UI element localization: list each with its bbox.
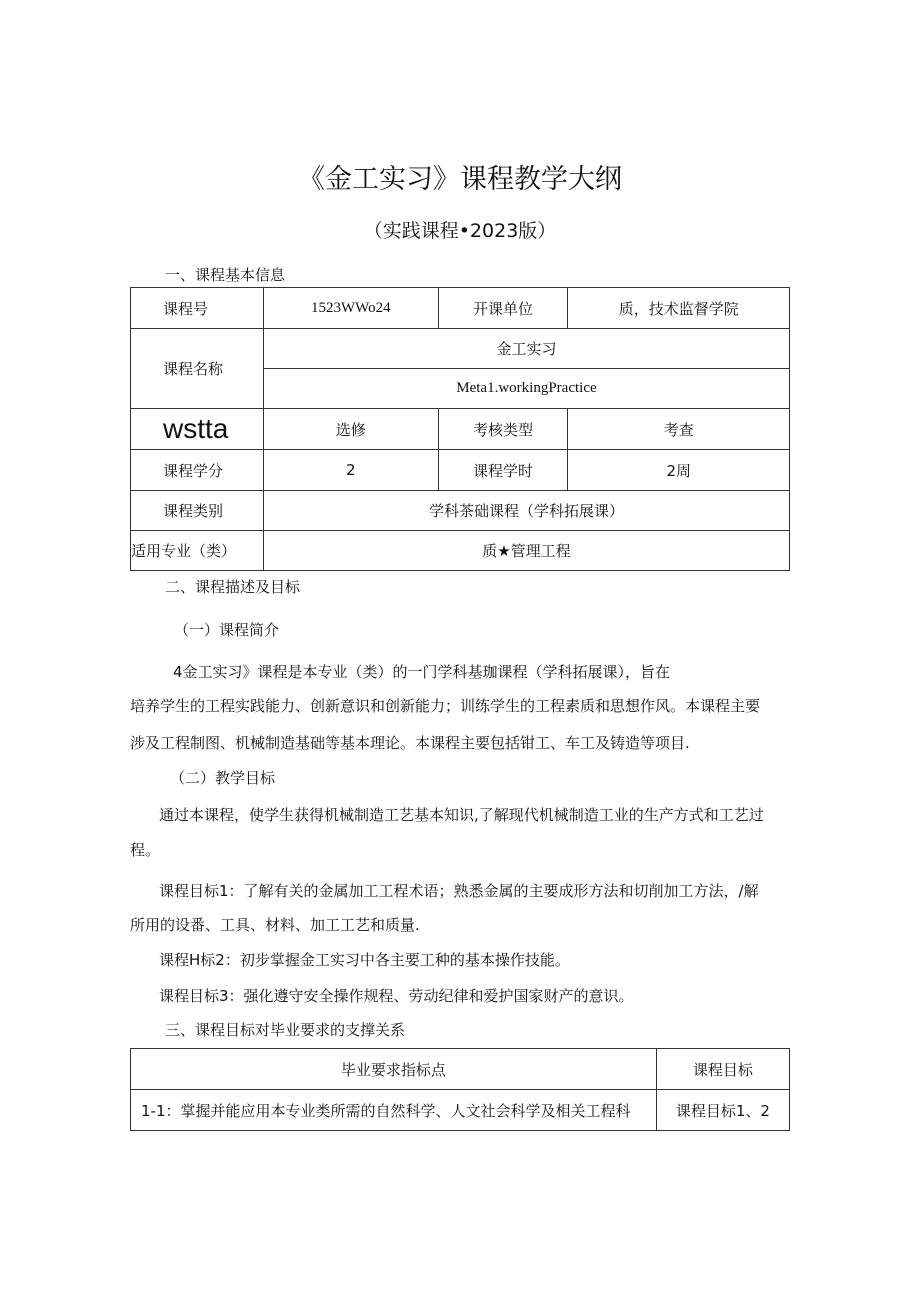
paragraph-line: 培养学生的工程实践能力、创新意识和创新能力；训练学生的工程素质和思想作风。本课程主要	[130, 697, 761, 715]
cell: 考查	[568, 409, 790, 450]
document-subtitle: （实践课程•2023版）	[363, 220, 557, 242]
document-title: 《金工实习》课程教学大纲	[298, 164, 622, 195]
cell: 质，技术监督学院	[568, 288, 790, 329]
paragraph-line: 通过本课程，使学生获得机械制造工艺基本知识,了解现代机械制造工业的生产方式和工艺过	[159, 806, 764, 824]
course-info-table	[130, 287, 790, 571]
cell: 金工实习	[263, 329, 789, 369]
cell: 选修	[263, 409, 438, 450]
paragraph-line: 课程目标3：强化遵守安全操作规程、劳动纪律和爱护国家财产的意识。	[159, 987, 634, 1005]
paragraph-line: 所用的设番、工具、材料、加工工艺和质量.	[130, 916, 420, 934]
header-cell: 课程目标	[656, 1049, 789, 1090]
cell: 课程类别	[131, 491, 264, 531]
cell: 学科茶础课程（学科拓展课）	[263, 491, 789, 531]
cell: 1523WWo24	[263, 288, 438, 329]
cell: 课程号	[131, 288, 264, 329]
cell: 考核类型	[438, 409, 568, 450]
cell: 质★管理工程	[263, 531, 789, 571]
cell: 开课单位	[438, 288, 568, 329]
section-heading: 一、课程基本信息	[165, 266, 286, 284]
cell: 课程学时	[438, 450, 568, 491]
paragraph-line: 涉及工程制图、机械制造基础等基本理论。本课程主要包括钳工、车工及铸造等项目.	[130, 734, 690, 752]
cell: 1-1：掌握并能应用本专业类所需的自然科学、人文社会科学及相关工程科	[131, 1090, 657, 1131]
table-row	[131, 1090, 790, 1131]
cell: 2周	[568, 450, 790, 491]
header-cell: 毕业要求指标点	[131, 1049, 657, 1090]
cell: Meta1.workingPractice	[263, 369, 789, 409]
cell: 适用专业（类）	[131, 531, 264, 571]
paragraph-line: 课程目标1：了解有关的金属加工工程术语；熟悉金属的主要成形方法和切削加工方法，/解	[159, 882, 759, 900]
paragraph-line: 课程H标2：初步掌握金工实习中各主要工种的基本操作技能。	[159, 951, 570, 969]
cell: wstta	[131, 409, 264, 450]
cell: 课程名称	[131, 329, 264, 409]
subsection-heading: （二）教学目标	[170, 769, 276, 787]
cell: 课程学分	[131, 450, 264, 491]
paragraph-line: 4金工实习》课程是本专业（类）的一门学科基珈课程（学科拓展课），旨在	[173, 663, 671, 681]
cell: 课程目标1、2	[656, 1090, 789, 1131]
paragraph-line: 程。	[130, 841, 161, 859]
cell: 2	[263, 450, 438, 491]
section-heading: 二、课程描述及目标	[165, 578, 301, 596]
support-table	[130, 1048, 790, 1131]
section-heading: 三、课程目标对毕业要求的支撑关系	[165, 1021, 406, 1039]
subsection-heading: （一）课程简介	[174, 621, 280, 639]
